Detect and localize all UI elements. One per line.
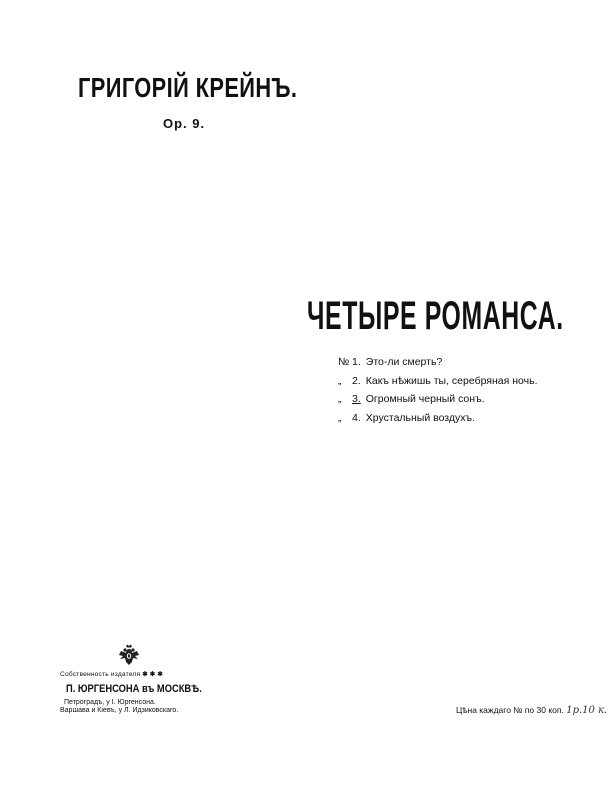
song-title: Это-ли смерть?: [365, 356, 443, 368]
publisher-branch-warsaw-kiev: Варшава и Кіевъ, у Л. Идзиковскаго.: [60, 707, 179, 714]
work-title: ЧЕТЫРЕ РОМАНСА.: [307, 294, 564, 338]
ownership-text: Собственность издателя: [60, 671, 141, 678]
price-line: [456, 705, 607, 716]
ownership-marks: ✱✱✱: [142, 671, 165, 678]
song-title: Хрустальный воздухъ.: [365, 411, 476, 424]
song-prefix: №: [338, 356, 350, 368]
publisher-name: П. ЮРГЕНСОНА въ МОСКВѢ.: [66, 683, 202, 695]
song-number: 4.: [352, 411, 361, 424]
opus-number: Op. 9.: [163, 116, 206, 131]
composer-name: ГРИГОРІЙ КРЕЙНЪ.: [78, 72, 298, 103]
song-prefix: „: [338, 374, 342, 387]
song-prefix: „: [338, 411, 342, 424]
publisher-ownership-line: [60, 670, 165, 678]
song-number: 1.: [352, 356, 361, 368]
song-item: [338, 372, 538, 391]
song-title: Какъ нѣжишь ты, серебряная ночь.: [365, 374, 538, 387]
song-number: 3.: [352, 393, 361, 405]
song-item: [338, 390, 538, 409]
song-prefix: „: [338, 393, 342, 405]
price-unit: коп.: [548, 705, 564, 715]
song-item: [338, 409, 538, 428]
song-list: [338, 353, 538, 427]
price-handwritten-note: 1р.10 к.: [566, 705, 608, 716]
song-number: 2.: [352, 374, 361, 387]
song-title: Огромный черный сонъ.: [365, 393, 485, 405]
price-text: Цѣна каждаго № по: [456, 705, 535, 715]
song-item: [338, 353, 538, 372]
price-number: 30: [536, 705, 546, 715]
publisher-branch-petrograd: Петроградъ, у І. Юргенсона.: [64, 699, 156, 706]
double-headed-eagle-icon: [117, 643, 141, 667]
